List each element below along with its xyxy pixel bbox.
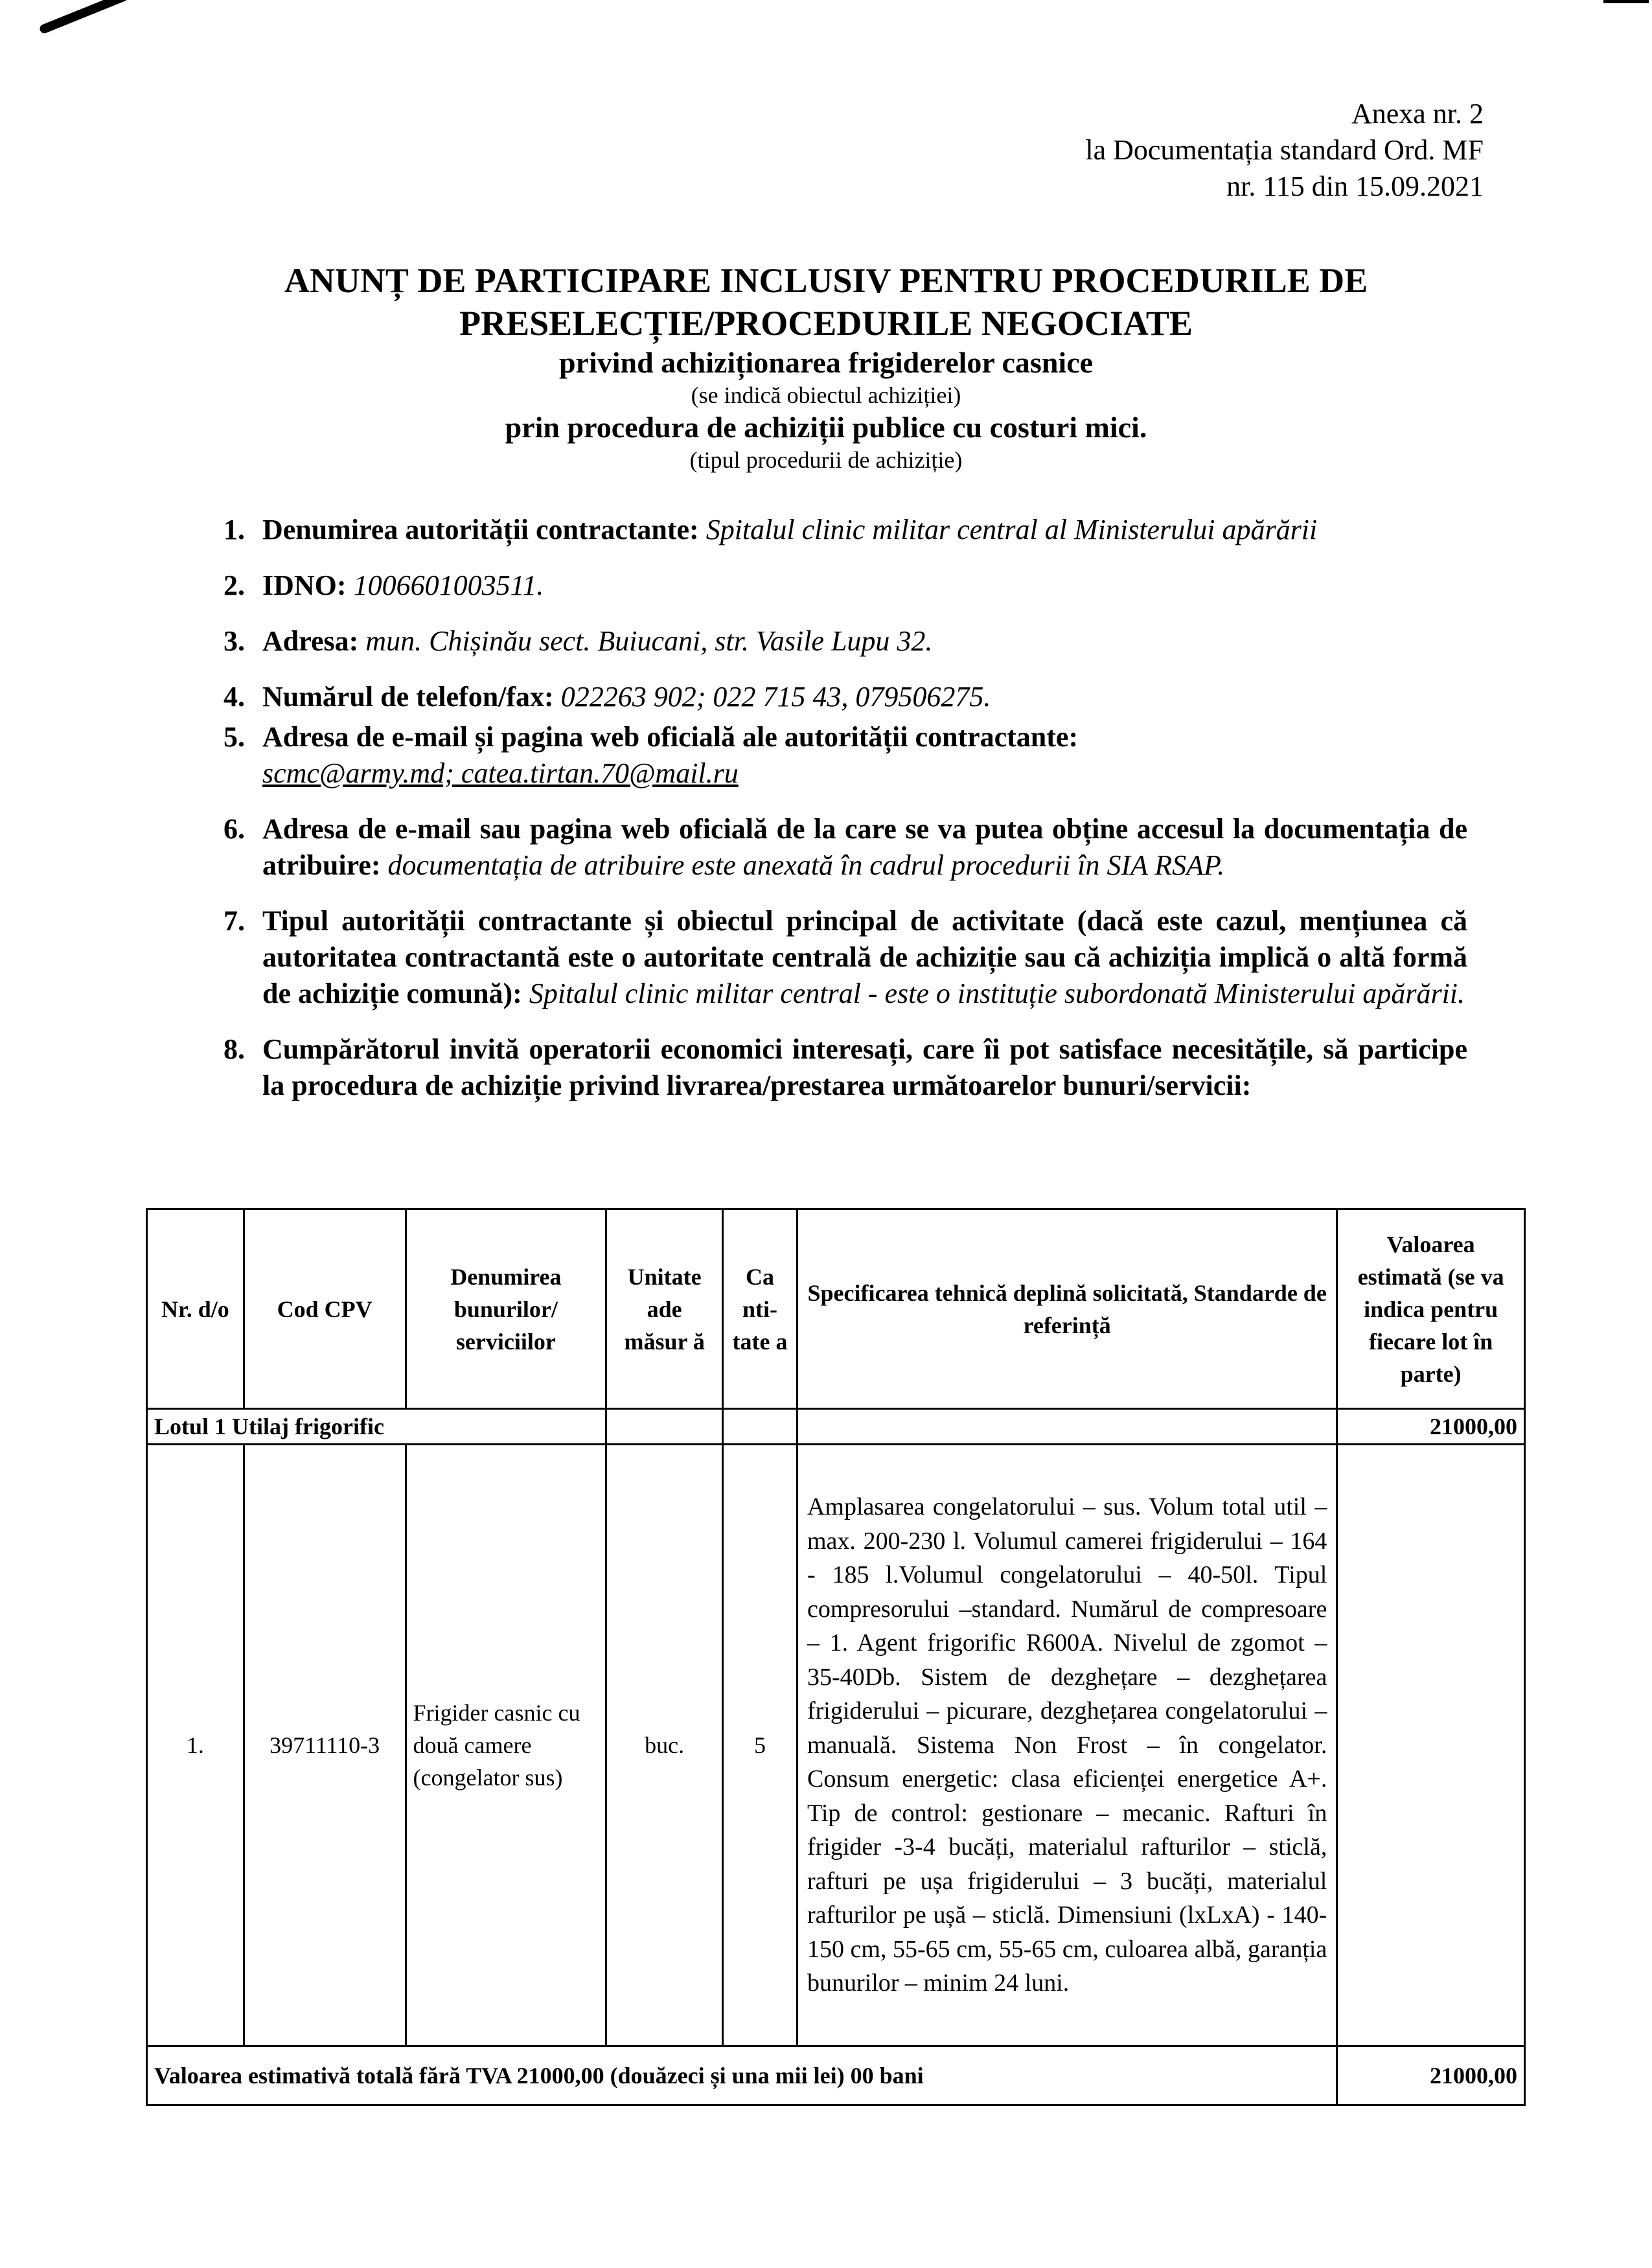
goods-table: [146, 1208, 1526, 2106]
notice-sections: [224, 512, 1467, 1116]
header-cpv: Cod CPV: [244, 1209, 406, 1409]
annex-reference: [1085, 96, 1484, 205]
row-unit: buc.: [606, 1445, 723, 2046]
section-invitation: 8. Cumpărătorul invită operatorii economici interesați, care îi pot satisface necesitățile, să participe la procedura de achiziție privind livrarea/prestarea următoarelor bunuri/servicii:: [224, 1033, 1467, 1101]
total-value: 21000,00: [1337, 2046, 1525, 2105]
total-row: [147, 2046, 1525, 2105]
lot-row: [147, 1409, 1525, 1445]
section-address: 3. Adresa: mun. Chișinău sect. Buiucani, str. Vasile Lupu 32.: [224, 625, 933, 657]
pen-stroke-mark: [38, 0, 129, 34]
header-spec: Specificarea tehnică deplină solicitată, Standarde de referință: [797, 1209, 1337, 1409]
section-authority-type: 7. Tipul autorității contractante și obiectul principal de activitate (dacă este cazul, mențiunea că autoritatea contractantă este o autoritate centrală de achiziție sau că achiziția implică o altă formă de achiziție comună): Spitalul clinic militar central - este o instituție subordonată Ministerului apărării.: [224, 905, 1467, 1009]
header-name: Denumirea bunurilor/ serviciilor: [406, 1209, 606, 1409]
section-idno: 2. IDNO: 1006601003511.: [224, 569, 544, 601]
procedure-type: prin procedura de achiziții publice cu costuri mici.: [505, 411, 1147, 444]
row-nr: 1.: [147, 1445, 244, 2046]
section-documentation-access: 6. Adresa de e-mail sau pagina web oficială de la care se va putea obține accesul la documentația de atribuire: documentația de atribuire este anexată în cadrul procedurii în SIA RSAP.: [224, 813, 1467, 881]
annex-order: nr. 115 din 15.09.2021: [1226, 170, 1484, 202]
table-row: [147, 1445, 1525, 2046]
section-email: 5. Adresa de e-mail și pagina web oficială ale autorității contractante: scmc@army.md; catea.tirtan.70@mail.ru: [224, 721, 1079, 789]
row-name: Frigider casnic cu două camere (congelator sus): [406, 1445, 606, 2046]
header-nr: Nr. d/o: [147, 1209, 244, 1409]
header-qty: Ca nti- tate a: [723, 1209, 797, 1409]
table-header-row: [147, 1209, 1525, 1409]
section-authority-name: 1. Denumirea autorității contractante: Spitalul clinic militar central al Ministerului apărării: [224, 514, 1318, 545]
row-qty: 5: [723, 1445, 797, 2046]
title-line-1: ANUNȚ DE PARTICIPARE INCLUSIV PENTRU PROCEDURILE DE: [284, 261, 1368, 300]
annex-documentation: la Documentația standard Ord. MF: [1085, 134, 1484, 166]
procedure-type-note: (tipul procedurii de achiziție): [689, 447, 963, 473]
procurement-subject-note: (se indică obiectul achiziției): [691, 382, 961, 408]
procurement-subject: privind achiziționarea frigiderelor casnice: [558, 346, 1094, 379]
annex-number: Anexa nr. 2: [1351, 98, 1484, 130]
section-phone: 4. Numărul de telefon/fax: 022263 902; 022 715 43, 079506275.: [224, 681, 991, 713]
total-label: Valoarea estimativă totală fără TVA 21000,00 (douăzeci și una mii lei) 00 bani: [147, 2046, 1337, 2105]
lot-label: Lotul 1 Utilaj frigorific: [147, 1409, 606, 1445]
corner-scan-mark: [1603, 0, 1649, 3]
row-cpv: 39711110-3: [244, 1445, 406, 2046]
header-value: Valoarea estimată (se va indica pentru fiecare lot în parte): [1337, 1209, 1525, 1409]
row-value: [1337, 1445, 1525, 2046]
row-spec: Amplasarea congelatorului – sus. Volum total util – max. 200-230 l. Volumul camerei frigiderului – 164 - 185 l.Volumul congelatorului – 40-50l. Tipul compresorului –standard. Numărul de compresoare – 1. Agent frigorific R600A. Nivelul de zgomot – 35-40Db. Sistem de dezghețare – dezghețarea frigiderului – picurare, dezghețarea congelatorului – manuală. Sistema Non Frost – în congelator. Consum energetic: clasa eficienței energetice A+. Tip de control: gestionare – mecanic. Rafturi în frigider -3-4 bucăți, materialul rafturilor – sticlă, rafturi pe ușa frigiderului – 3 bucăți, materialul rafturilor pe ușă – sticlă. Dimensiuni (lxLxA) - 140-150 cm, 55-65 cm, 55-65 cm, culoarea albă, garanția bunurilor – minim 24 luni.: [797, 1445, 1337, 2046]
lot-value: 21000,00: [1337, 1409, 1525, 1445]
email-link[interactable]: scmc@army.md; catea.tirtan.70@mail.ru: [262, 757, 739, 789]
header-unit: Unitate ade măsur ă: [606, 1209, 723, 1409]
title-line-2: PRESELECȚIE/PROCEDURILE NEGOCIATE: [459, 304, 1193, 343]
document-title-block: [194, 259, 1458, 474]
